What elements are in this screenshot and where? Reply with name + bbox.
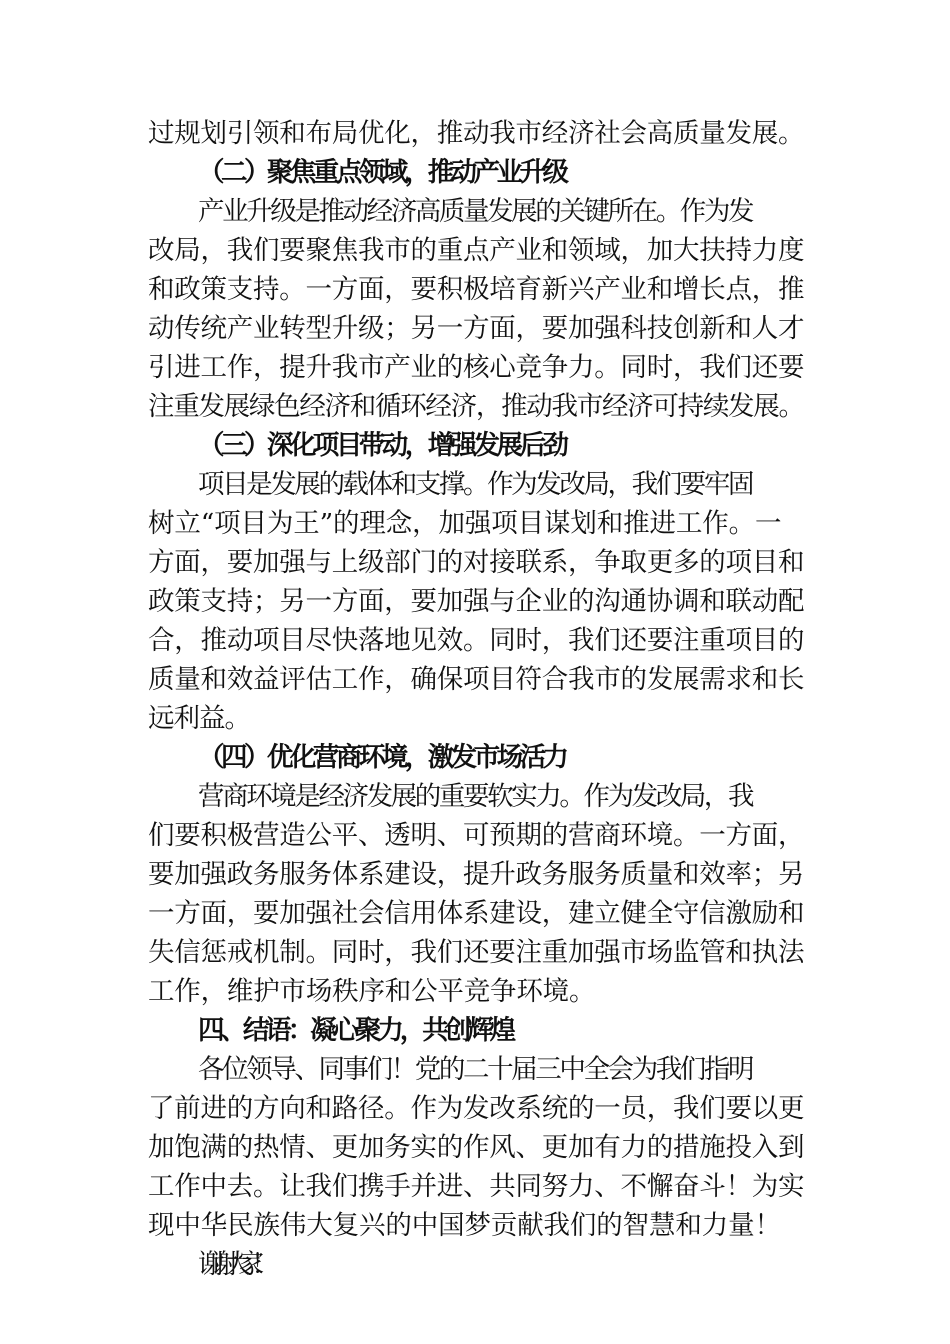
body-line: 失信惩戒机制。同时，我们还要注重加强市场监管和执法 <box>148 937 805 968</box>
body-line: 注重发展绿色经济和循环经济，推动我市经济可持续发展。 <box>148 391 804 422</box>
paragraph-line: 营商环境是经济发展的重要软实力。作为发改局，我 <box>198 781 753 812</box>
body-line: 要加强政务服务体系建设，提升政务服务质量和效率；另 <box>148 859 805 890</box>
body-line: 政策支持；另一方面，要加强与企业的沟通协调和联动配 <box>148 586 805 617</box>
paragraph-line: 产业升级是推动经济高质量发展的关键所在。作为发 <box>198 196 753 227</box>
body-line: 改局，我们要聚焦我市的重点产业和领域，加大扶持力度 <box>148 235 805 266</box>
subsection-heading-3: （三）深化项目带动，增强发展后劲 <box>198 430 566 461</box>
subsection-heading-2: （二）聚焦重点领域，推动产业升级 <box>198 157 566 188</box>
closing-line: 谢谢大家！ <box>198 1249 265 1280</box>
paragraph-line: 项目是发展的载体和支撑。作为发改局，我们要牢固 <box>198 469 753 500</box>
body-line: 方面，要加强与上级部门的对接联系，争取更多的项目和 <box>148 547 805 578</box>
body-line: 过规划引领和布局优化，推动我市经济社会高质量发展。 <box>148 118 805 149</box>
body-line: 合，推动项目尽快落地见效。同时，我们还要注重项目的 <box>148 625 805 656</box>
body-line: 加饱满的热情、更加务实的作风、更加有力的措施投入到 <box>148 1132 805 1163</box>
body-line: 质量和效益评估工作，确保项目符合我市的发展需求和长 <box>148 664 805 695</box>
body-line: 远利益。 <box>148 703 250 734</box>
body-line: 工作，维护市场秩序和公平竞争环境。 <box>148 976 596 1007</box>
subsection-heading-4: （四）优化营商环境，激发市场活力 <box>198 742 566 773</box>
body-line: 现中华民族伟大复兴的中国梦贡献我们的智慧和力量！ <box>148 1210 781 1241</box>
body-line: 动传统产业转型升级；另一方面，要加强科技创新和人才 <box>148 313 805 344</box>
paragraph-line: 各位领导、同事们！党的二十届三中全会为我们指明 <box>198 1054 753 1085</box>
body-line: 一方面，要加强社会信用体系建设，建立健全守信激励和 <box>148 898 805 929</box>
section-heading: 四、结语：凝心聚力，共创辉煌 <box>198 1015 512 1046</box>
body-line: 引进工作，提升我市产业的核心竞争力。同时，我们还要 <box>148 352 805 383</box>
body-line: 们要积极营造公平、透明、可预期的营商环境。一方面， <box>148 820 805 851</box>
body-line: 和政策支持。一方面，要积极培育新兴产业和增长点，推 <box>148 274 805 305</box>
body-line: 树立“项目为王”的理念，加强项目谋划和推进工作。一 <box>148 508 782 539</box>
body-line: 工作中去。让我们携手并进、共同努力、不懈奋斗！为实 <box>148 1171 805 1202</box>
body-line: 了前进的方向和路径。作为发改系统的一员，我们要以更 <box>148 1093 805 1124</box>
